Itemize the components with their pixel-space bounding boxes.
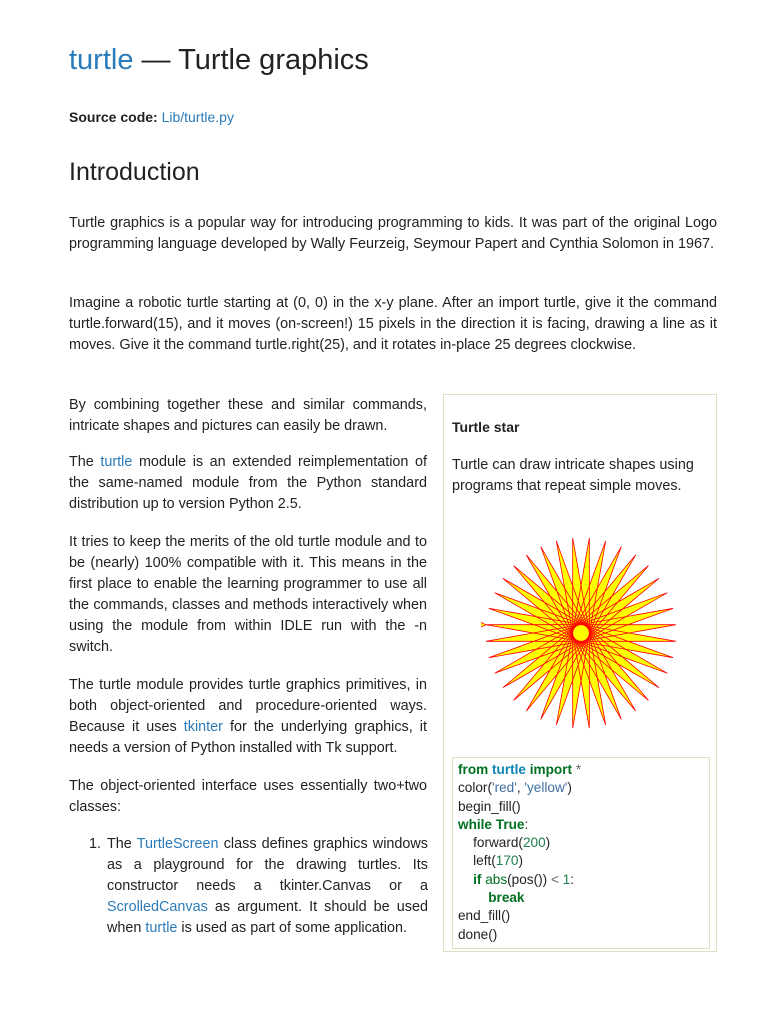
- source-label: Source code:: [69, 109, 158, 125]
- code-line: [458, 871, 704, 889]
- scrolledcanvas-link[interactable]: ScrolledCanvas: [107, 899, 208, 915]
- page-title: [69, 44, 369, 77]
- list-text-d: is used as part of some application.: [177, 920, 407, 936]
- code-token: True: [495, 816, 525, 832]
- code-token: from: [458, 762, 489, 777]
- list-text-a: The: [107, 836, 137, 852]
- code-token: break: [488, 890, 525, 906]
- title-text: — Turtle graphics: [133, 44, 369, 76]
- code-line: [458, 834, 704, 852]
- code-token: while: [458, 816, 492, 832]
- code-token: ): [567, 780, 572, 796]
- p4-text-b: module is an extended reimplementation of the same-named module from the Python standard distribution up to version Python 2.5.: [69, 454, 428, 512]
- turtle-module-link[interactable]: turtle: [100, 454, 133, 470]
- code-token: 'red': [492, 780, 517, 796]
- code-token: turtle: [492, 762, 526, 777]
- turtle-star-sidebar: [443, 394, 717, 952]
- code-line: [458, 852, 704, 870]
- code-line: [458, 761, 704, 779]
- code-token: *: [575, 762, 582, 777]
- source-code-line: [69, 109, 234, 125]
- turtle-cursor-icon: [481, 621, 486, 629]
- list-item: [89, 834, 428, 939]
- paragraph-intro-6: [69, 675, 427, 759]
- tkinter-link[interactable]: tkinter: [183, 719, 223, 735]
- turtle-link[interactable]: turtle: [145, 920, 178, 936]
- list-number: 1.: [89, 836, 102, 852]
- paragraph-intro-7: The object-oriented interface uses essentially two+two classes:: [69, 778, 427, 815]
- code-token: ): [545, 835, 551, 851]
- code-token: :: [570, 871, 575, 887]
- paragraph-intro-4: [69, 452, 427, 515]
- code-token: end_fill(): [458, 908, 511, 924]
- code-token: ,: [516, 780, 525, 796]
- source-link[interactable]: Lib/turtle.py: [161, 109, 234, 125]
- code-line: [458, 779, 704, 797]
- code-line: [458, 889, 704, 907]
- code-token: ): [518, 853, 523, 869]
- turtle-star-shape: [486, 538, 676, 728]
- p6-text-b: for the underlying graphics, it needs a version of Python installed with Tk support.: [69, 719, 427, 756]
- paragraph-intro-1: Turtle graphics is a popular way for introducing programming to kids. It was part of the original Logo programming language developed by Wally Feurzeig, Seymour Papert and Cynthia Solomon in 1967.: [69, 215, 717, 252]
- code-token: begin_fill(): [458, 798, 521, 814]
- code-token: 1: [562, 871, 571, 887]
- code-token: forward(: [473, 835, 523, 851]
- code-line: [458, 816, 704, 834]
- code-example: [452, 757, 710, 949]
- code-line: [458, 907, 704, 925]
- code-token: if: [473, 871, 482, 887]
- code-line: [458, 798, 704, 816]
- paragraph-intro-5: It tries to keep the merits of the old turtle module and to be (nearly) 100% compatible with it. This means in the first place to enable the learning programmer to use all the commands, classes and methods interactively when using the module from within IDLE run with the -n switch.: [69, 534, 427, 655]
- code-token: left(: [473, 853, 496, 869]
- sidebar-text: Turtle can draw intricate shapes using programs that repeat simple moves.: [452, 457, 694, 494]
- code-token: 170: [495, 853, 519, 869]
- code-token: (pos()): [507, 871, 551, 887]
- code-token: abs: [485, 871, 508, 887]
- p6-text-a: The turtle module provides turtle graphics primitives, in both object-oriented and procedure-oriented ways. Because it uses: [69, 677, 427, 735]
- code-token: 'yellow': [524, 780, 568, 796]
- code-token: :: [524, 816, 529, 832]
- paragraph-intro-2: Imagine a robotic turtle starting at (0, 0) in the x-y plane. After an import turtle, give it the command turtle.forward(15), and it moves (on-screen!) 15 pixels in the direction it is facing, drawing a line as it moves. Give it the command turtle.right(25), and it rotates in-place 25 degrees clockwise.: [69, 295, 717, 353]
- turtlescreen-link[interactable]: TurtleScreen: [136, 836, 219, 852]
- code-line: [458, 926, 704, 944]
- code-token: color(: [458, 780, 492, 796]
- turtle-title-link[interactable]: turtle: [69, 44, 134, 76]
- sidebar-title: Turtle star: [452, 419, 520, 435]
- code-token: 200: [522, 835, 546, 851]
- paragraph-intro-3: By combining together these and similar commands, intricate shapes and pictures can easily be drawn.: [69, 397, 427, 434]
- code-token: import: [529, 762, 573, 777]
- list-text-b: class defines graphics windows as a playground for the drawing turtles. Its constructor needs a tkinter.Canvas or a: [107, 836, 428, 894]
- code-token: <: [550, 871, 559, 887]
- p4-text-a: The: [69, 454, 101, 470]
- section-heading: Introduction: [69, 158, 200, 186]
- code-token: done(): [458, 926, 498, 942]
- turtle-star-image: [481, 533, 681, 733]
- class-list: [89, 834, 428, 939]
- turtle-star-svg: [481, 533, 681, 733]
- list-text-c: as argument. It should be used when: [107, 899, 428, 936]
